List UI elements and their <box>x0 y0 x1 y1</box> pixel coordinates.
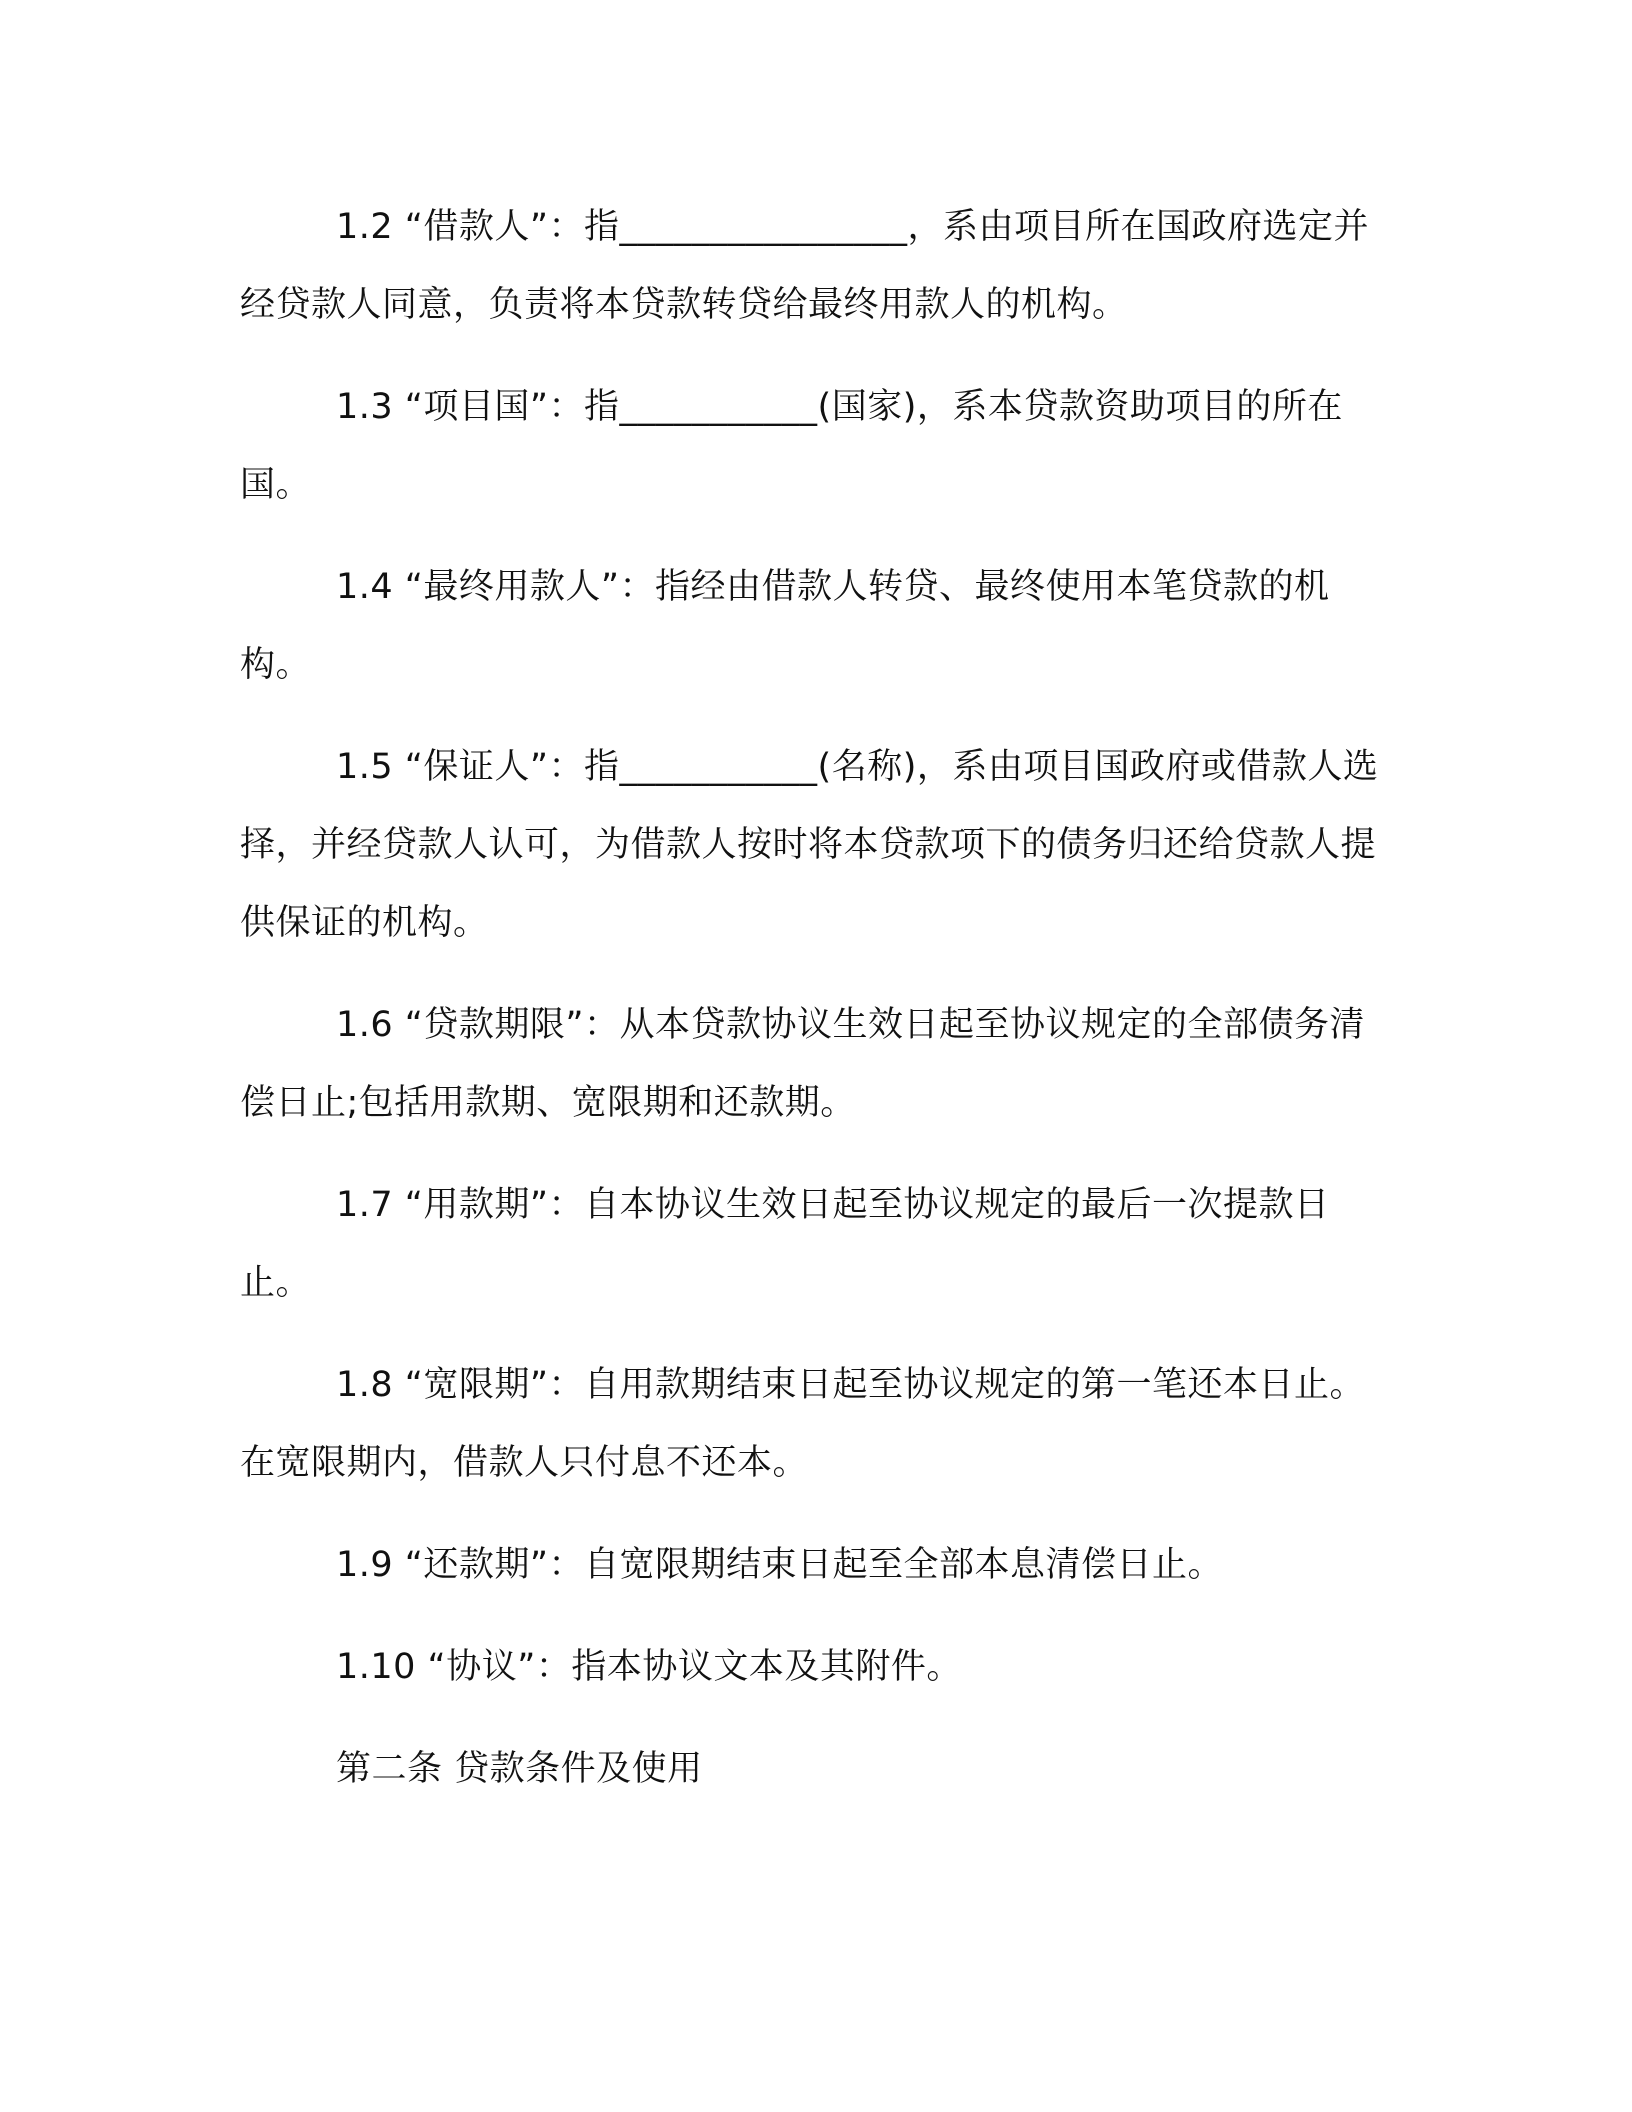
document-body <box>240 188 1390 1808</box>
clause-1-5-guarantor: 1.5 “保证人”：指___________(名称)，系由项目国政府或借款人选择，并经贷款人认可，为借款人按时将本贷款项下的债务归还给贷款人提供保证的机构。 <box>240 747 1379 943</box>
clause-1-6-loan-term: 1.6 “贷款期限”：从本贷款协议生效日起至协议规定的全部债务清偿日止;包括用款期、宽限期和还款期。 <box>240 1005 1366 1123</box>
clause-1-3-project-country: 1.3 “项目国”：指___________(国家)，系本贷款资助项目的所在国。 <box>240 387 1343 505</box>
clause-1-4-end-user: 1.4 “最终用款人”：指经由借款人转贷、最终使用本笔贷款的机构。 <box>240 567 1330 685</box>
clause-1-7-drawdown-period: 1.7 “用款期”：自本协议生效日起至协议规定的最后一次提款日止。 <box>240 1185 1330 1303</box>
section-heading-article-2: 第二条 贷款条件及使用 <box>336 1749 703 1789</box>
clause-1-2-borrower: 1.2 “借款人”：指________________，系由项目所在国政府选定并经贷款人同意，负责将本贷款转贷给最终用款人的机构。 <box>240 207 1370 325</box>
clause-1-9-repayment-period: 1.9 “还款期”：自宽限期结束日起至全部本息清偿日止。 <box>336 1545 1224 1585</box>
clause-1-8-grace-period: 1.8 “宽限期”：自用款期结束日起至协议规定的第一笔还本日止。在宽限期内，借款人只付息不还本。 <box>240 1365 1366 1483</box>
clause-1-10-agreement: 1.10 “协议”：指本协议文本及其附件。 <box>336 1647 962 1687</box>
